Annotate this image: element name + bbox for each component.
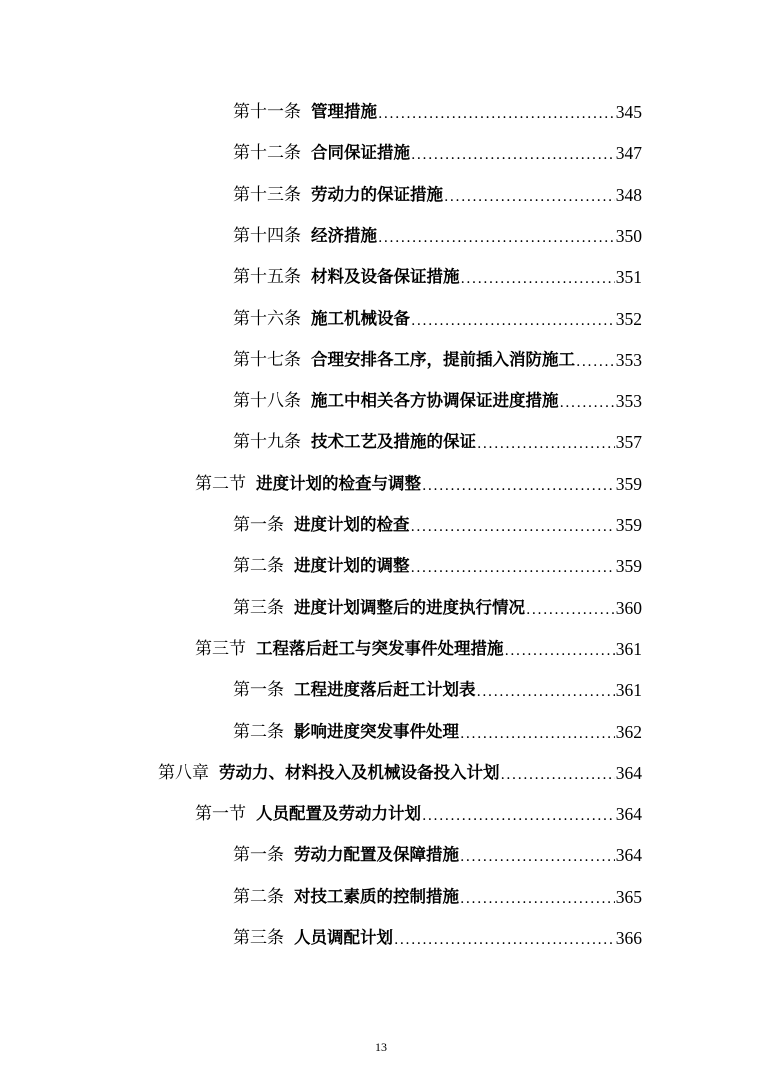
toc-entry-number: 第十二条 — [233, 143, 301, 164]
toc-entry-title: 影响进度突发事件处理 — [294, 721, 459, 741]
toc-entry-page: 365 — [615, 886, 642, 907]
toc-entry-page: 360 — [615, 597, 642, 618]
dot-leader — [460, 725, 615, 743]
toc-entry-title: 对技工素质的控制措施 — [294, 886, 459, 906]
toc-entry[interactable] — [233, 382, 642, 412]
toc-entry-number: 第十三条 — [233, 184, 301, 205]
dot-leader — [411, 518, 615, 536]
dot-leader — [378, 229, 615, 247]
toc-entry[interactable] — [233, 547, 642, 577]
toc-entry-number: 第十四条 — [233, 225, 301, 246]
toc-entry-page: 347 — [615, 143, 642, 164]
toc-entry-number: 第三条 — [233, 928, 284, 948]
dot-leader — [560, 394, 615, 412]
toc-entry-page: 364 — [615, 762, 642, 783]
toc-entry-number: 第三节 — [195, 638, 246, 659]
toc-entry-title: 劳动力的保证措施 — [311, 184, 443, 204]
dot-leader — [411, 312, 615, 330]
toc-entry-title: 劳动力配置及保障措施 — [294, 845, 459, 865]
toc-entry-page: 366 — [615, 928, 642, 948]
toc-entry[interactable] — [233, 341, 642, 371]
dot-leader — [444, 188, 615, 206]
toc-entry[interactable] — [195, 630, 642, 660]
toc-entry[interactable] — [233, 919, 642, 949]
toc-entry-number: 第八章 — [158, 762, 209, 783]
page-number: 13 — [375, 1040, 387, 1054]
toc-entry[interactable] — [233, 878, 642, 908]
toc-entry-title: 管理措施 — [311, 102, 377, 121]
dot-leader — [526, 601, 615, 619]
toc-entry[interactable] — [233, 836, 642, 866]
toc-entry[interactable] — [233, 506, 642, 536]
toc-entry-number: 第二节 — [195, 473, 246, 494]
toc-entry-title: 人员配置及劳动力计划 — [256, 804, 421, 824]
toc-entry-number: 第十六条 — [233, 308, 301, 329]
toc-entry-number: 第一节 — [195, 804, 246, 825]
dot-leader — [411, 559, 615, 577]
dot-leader — [460, 848, 615, 866]
toc-entry[interactable] — [233, 93, 642, 123]
toc-entry-title: 劳动力、材料投入及机械设备投入计划 — [219, 762, 500, 782]
dot-leader — [411, 146, 615, 164]
toc-entry-page: 348 — [615, 184, 642, 205]
toc-entry-page: 357 — [615, 432, 642, 453]
toc-entry-number: 第一条 — [233, 680, 284, 701]
toc-entry-title: 人员调配计划 — [294, 928, 393, 947]
toc-entry-title: 施工机械设备 — [311, 308, 410, 328]
toc-entry-page: 361 — [615, 680, 642, 701]
toc-entry-title: 进度计划的调整 — [294, 556, 410, 576]
toc-entry[interactable] — [233, 217, 642, 247]
toc-entry-page: 350 — [615, 225, 642, 246]
toc-entry-title: 施工中相关各方协调保证进度措施 — [311, 391, 559, 411]
toc-entry-number: 第十五条 — [233, 267, 301, 288]
toc-entry-title: 工程落后赶工与突发事件处理措施 — [256, 638, 504, 658]
toc-entry-page: 361 — [615, 638, 642, 659]
toc-entry-title: 进度计划的检查 — [294, 515, 410, 534]
toc-entry-number: 第一条 — [233, 845, 284, 866]
dot-leader — [505, 642, 615, 660]
dot-leader — [477, 435, 615, 453]
toc-entry-title: 合同保证措施 — [311, 143, 410, 163]
toc-entry-page: 345 — [615, 102, 642, 122]
dot-leader — [394, 931, 615, 949]
dot-leader — [576, 353, 615, 371]
dot-leader — [461, 270, 615, 288]
toc-entry[interactable] — [233, 589, 642, 619]
toc-entry[interactable] — [233, 713, 642, 743]
toc-entry-page: 359 — [615, 473, 642, 494]
toc-entry-title: 进度计划的检查与调整 — [256, 473, 421, 493]
toc-entry-page: 364 — [615, 804, 642, 825]
toc-entry-page: 353 — [615, 349, 642, 370]
toc-entry-number: 第二条 — [233, 721, 284, 742]
toc-entry[interactable] — [233, 423, 642, 453]
toc-entry-title: 材料及设备保证措施 — [311, 267, 460, 287]
toc-entry-title: 工程进度落后赶工计划表 — [294, 680, 476, 700]
toc-entry[interactable] — [195, 465, 642, 495]
toc-entry-page: 353 — [615, 391, 642, 412]
toc-entry-title: 技术工艺及措施的保证 — [311, 432, 476, 452]
toc-entry[interactable] — [233, 300, 642, 330]
toc-entry-page: 359 — [615, 515, 642, 535]
dot-leader — [422, 807, 615, 825]
toc-entry-page: 362 — [615, 721, 642, 742]
toc-entry-number: 第十九条 — [233, 432, 301, 453]
toc-entry[interactable] — [233, 671, 642, 701]
toc-entry[interactable] — [233, 258, 642, 288]
toc-entry-number: 第十八条 — [233, 391, 301, 412]
toc-entry-number: 第十七条 — [233, 349, 301, 370]
toc-entry-title: 经济措施 — [311, 225, 377, 245]
toc-entry[interactable] — [195, 795, 642, 825]
toc-entry-number: 第二条 — [233, 886, 284, 907]
toc-entry[interactable] — [233, 176, 642, 206]
dot-leader — [378, 105, 615, 123]
toc-entry-title: 进度计划调整后的进度执行情况 — [294, 597, 525, 617]
toc-entry-page: 351 — [615, 267, 642, 288]
toc-entry-number: 第十一条 — [233, 102, 301, 122]
toc-entry-number: 第三条 — [233, 597, 284, 618]
toc-entry-page: 359 — [615, 556, 642, 577]
dot-leader — [477, 683, 615, 701]
toc-entry-number: 第二条 — [233, 556, 284, 577]
dot-leader — [501, 766, 615, 784]
dot-leader — [460, 890, 615, 908]
toc-entry-number: 第一条 — [233, 515, 284, 535]
toc-entry-title: 合理安排各工序，提前插入消防施工 — [311, 349, 575, 369]
toc-entry-page: 352 — [615, 308, 642, 329]
dot-leader — [422, 477, 615, 495]
toc-entry-page: 364 — [615, 845, 642, 866]
toc-entry[interactable] — [158, 754, 642, 784]
toc-entry[interactable] — [233, 134, 642, 164]
